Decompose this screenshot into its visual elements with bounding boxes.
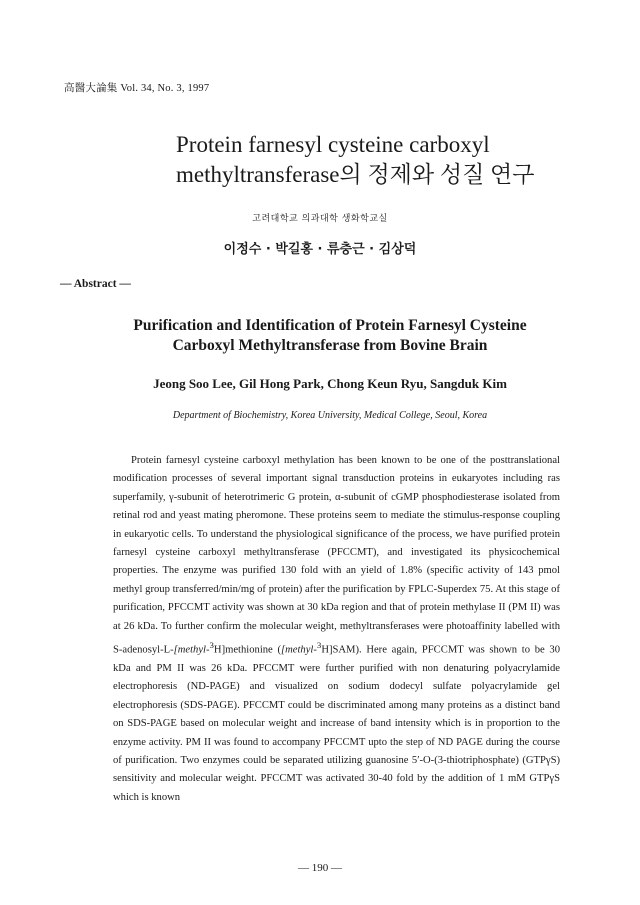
english-title-line-2: Carboxyl Methyltransferase from Bovine Brain <box>172 337 488 354</box>
methyl-label-1: [methyl- <box>173 644 210 656</box>
english-affiliation: Department of Biochemistry, Korea University, Medical College, Seoul, Korea <box>172 410 488 421</box>
methyl-label-2: [methyl- <box>281 644 317 656</box>
tritium-superscript-2: 3 <box>316 640 322 651</box>
korean-title-line-1: Protein farnesyl cysteine carboxyl <box>176 132 490 157</box>
page-number: — 190 — <box>298 862 342 874</box>
running-head: 高醫大論集 Vol. 34, No. 3, 1997 <box>64 83 210 94</box>
english-title-line-1: Purification and Identification of Protein Farnesyl Cysteine <box>133 317 527 334</box>
tritium-superscript-1: 3 <box>209 640 214 651</box>
english-authors: Jeong Soo Lee, Gil Hong Park, Chong Keun Ryu, Sangduk Kim <box>153 376 507 391</box>
abstract-text-part-1: Protein farnesyl cysteine carboxyl methylation has been known to be one of the posttranslational modification processes of several important signal transduction proteins in eukaryotes including ras superfamily, γ-subunit of heterotrimeric G protein, α-subunit of cGMP phosphodiesterase isolated from retinal rod and yeast mating pheromone. These proteins seem to mediate the stimulus-response coupling in eukaryotic cells. To understand the physiological significance of the process, we have purified protein farnesyl cysteine carboxyl methyltransferase (PFCCMT), and investigated its physicochemical properties. The enzyme was purified 130 fold with an yield of 1.8% (specific activity of 143 pmol methyl group transferred/min/mg of protein) after the purification by FPLC-Superdex 75. At this stage of purification, PFCCMT activity was shown at 30 kDa region and that of protein methylase II (PM II) was at 26 kDa. To further confirm the molecular weight, methyltransferases were photoaffinity labelled with S-adenosyl-L- <box>113 455 560 656</box>
abstract-label: — Abstract — <box>60 278 131 290</box>
abstract-text-part-3: H]SAM). Here again, PFCCMT was shown to be 30 kDa and PM II was 26 kDa. PFCCMT were further purified with non denaturing polyacrylamide electrophoresis (ND-PAGE) and visualized on sodium dodecyl sulfate polyacrylamide gel electrophoresis (SDS-PAGE). PFCCMT could be discriminated among many proteins as a distinct band on SDS-PAGE based on molecular weight and increase of band intensity which is in proportion to the enzyme activity. PM II was found to accompany PFCCMT upto the step of ND PAGE during the course of purification. Two enzymes could be separated utilizing guanosine 5′-O-(3-thiotriphosphate) (GTPγS) sensitivity and molecular weight. PFCCMT was activated 30-40 fold by the addition of 1 mM GTPγS which is known <box>113 644 560 803</box>
korean-title-line-2: methyltransferase의 정제와 성질 연구 <box>176 162 535 187</box>
korean-affiliation: 고려대학교 의과대학 생화학교실 <box>252 214 388 224</box>
english-title <box>110 316 550 356</box>
korean-title <box>176 130 596 190</box>
korean-authors: 이정수 · 박길홍 · 류충근 · 김상덕 <box>223 242 417 257</box>
abstract-body <box>113 452 560 807</box>
abstract-text-part-2: H]methionine ( <box>213 644 281 656</box>
